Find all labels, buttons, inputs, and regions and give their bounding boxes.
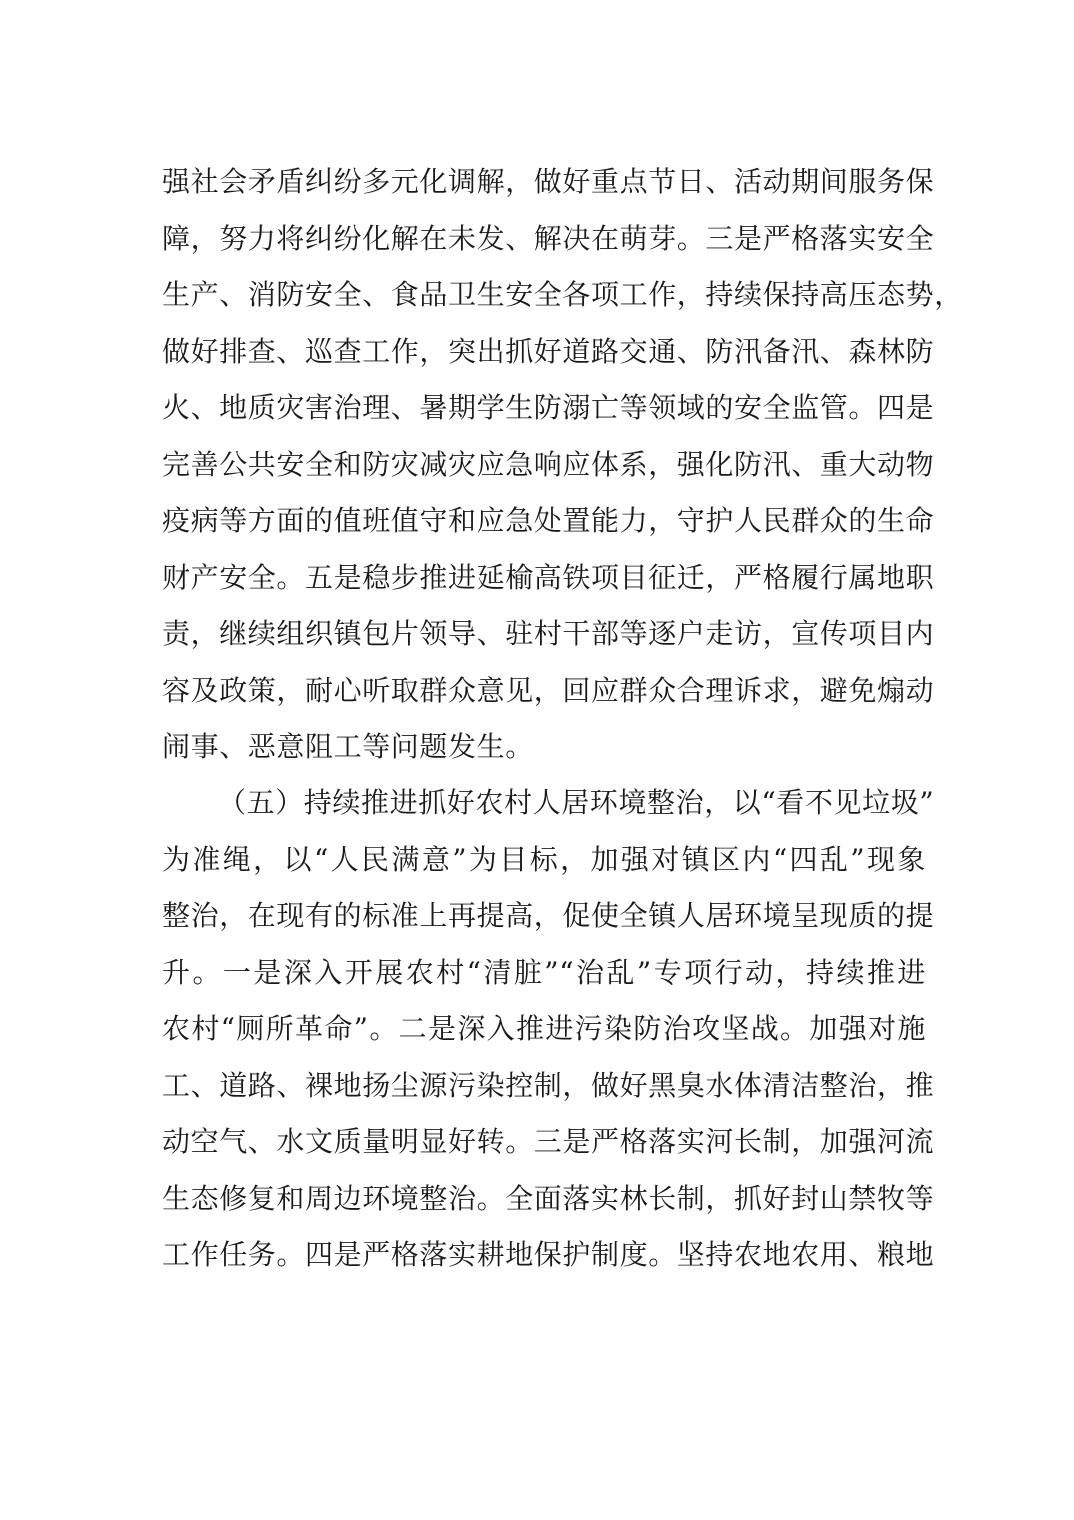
text-line: 火、地质灾害治理、暑期学生防溺亡等领域的安全监管。四是 — [162, 391, 935, 424]
text-line: 责，继续组织镇包片领导、驻村干部等逐户走访，宣传项目内 — [162, 617, 935, 650]
text-line: 财产安全。五是稳步推进延榆高铁项目征迁，严格履行属地职 — [162, 560, 935, 594]
text-line: 强社会矛盾纠纷多元化调解，做好重点节日、活动期间服务保 — [162, 165, 935, 198]
text-line: 闹事、恶意阻工等问题发生。 — [162, 730, 534, 763]
text-line: 疫病等方面的值班值守和应急处置能力，守护人民群众的生命 — [162, 504, 935, 537]
text-line: 动空气、水文质量明显好转。三是严格落实河长制，加强河流 — [162, 1125, 935, 1158]
text-line: 生态修复和周边环境整治。全面落实林长制，抓好封山禁牧等 — [162, 1181, 935, 1215]
text-line: 为准绳，以“人民满意”为目标，加强对镇区内“四乱”现象 — [162, 842, 926, 876]
paragraph-safety-stability — [162, 154, 963, 776]
text-line: 障，努力将纠纷化解在未发、解决在萌芽。三是严格落实安全 — [162, 221, 935, 255]
text-line: 生产、消防安全、食品卫生安全各项工作，持续保持高压态势， — [162, 278, 963, 311]
text-line: 做好排查、巡查工作，突出抓好道路交通、防汛备汛、森林防 — [162, 334, 935, 368]
paragraph-rural-environment — [162, 775, 935, 1284]
text-line: 工作任务。四是严格落实耕地保护制度。坚持农地农用、粮地 — [162, 1238, 935, 1271]
text-line: 容及政策，耐心听取群众意见，回应群众合理诉求，避免煽动 — [162, 673, 935, 707]
text-line: 工、道路、裸地扬尘源污染控制，做好黑臭水体清洁整治，推 — [162, 1068, 935, 1102]
text-line: 农村“厕所革命”。二是深入推进污染防治攻坚战。加强对施 — [162, 1012, 926, 1045]
text-line: 整治，在现有的标准上再提高，促使全镇人居环境呈现质的提 — [162, 899, 935, 932]
section-heading-line: （五）持续推进抓好农村人居环境整治，以“看不见垃圾” — [218, 786, 935, 819]
text-line: 完善公共安全和防灾减灾应急响应体系，强化防汛、重大动物 — [162, 447, 935, 481]
text-line: 升。一是深入开展农村“清脏”“治乱”专项行动，持续推进 — [162, 955, 926, 989]
